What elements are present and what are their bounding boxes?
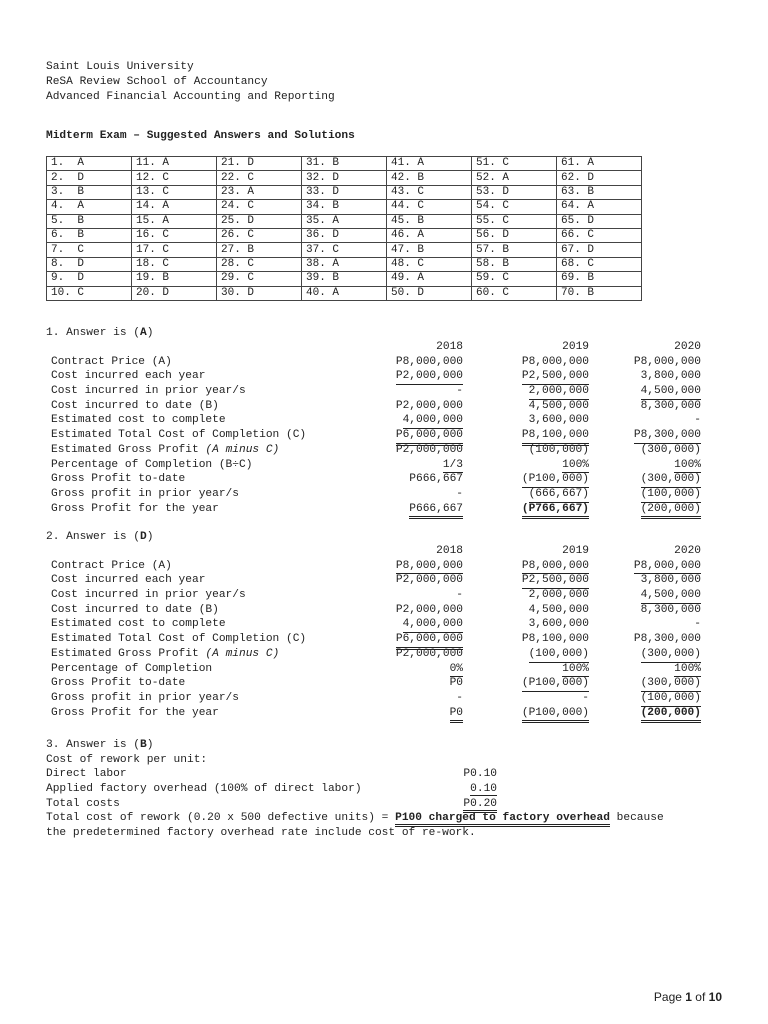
row-value: P2,000,000 xyxy=(395,443,463,456)
row-value: 100% xyxy=(674,458,701,474)
answer-key-cell: 66. C xyxy=(557,228,642,242)
answer-key-cell: 49. A xyxy=(387,272,472,286)
answer-key-cell: 44. C xyxy=(387,200,472,214)
answer-key-cell: 65. D xyxy=(557,214,642,228)
row-value: 8,300,000 xyxy=(640,603,701,616)
answer-key-cell: 27. B xyxy=(217,243,302,257)
row-value: (300,000) xyxy=(641,676,701,692)
row-value: 3,800,000 xyxy=(640,574,701,587)
q1-row xyxy=(51,384,701,399)
row-value: P2,000,000 xyxy=(395,647,463,660)
q2-heading: 2. Answer is (D) xyxy=(46,531,154,543)
q3-answer: B xyxy=(140,739,147,751)
year-label: 2020 xyxy=(674,341,701,353)
answer-key-cell: 9. D xyxy=(47,272,132,286)
row-value: 100% xyxy=(674,662,701,678)
row-value: P6,000,000 xyxy=(396,428,463,446)
row-value: (300,000) xyxy=(641,472,701,488)
answer-key-row xyxy=(47,272,642,286)
q3-direct-labor-row: Direct labor P0.10 xyxy=(46,768,497,781)
year-label: 2018 xyxy=(436,341,463,353)
row-value: (200,000) xyxy=(641,502,701,520)
row-label: Estimated cost to complete xyxy=(51,618,226,631)
q1-row xyxy=(51,428,701,443)
answer-key-cell: 68. C xyxy=(557,257,642,271)
row-value: P666,667 xyxy=(409,502,463,520)
q2-row xyxy=(51,617,701,632)
row-value: P2,000,000 xyxy=(396,369,463,385)
answer-key-cell: 31. B xyxy=(302,157,387,171)
row-value: P8,000,000 xyxy=(521,355,589,368)
q2-row xyxy=(51,559,701,574)
row-label: Contract Price (A) xyxy=(51,355,172,368)
row-value: - xyxy=(456,385,463,398)
answer-key-cell: 62. D xyxy=(557,171,642,185)
answer-key-cell: 47. B xyxy=(387,243,472,257)
answer-key-cell: 5. B xyxy=(47,214,132,228)
row-value: 100% xyxy=(562,458,589,474)
q1-row xyxy=(51,502,701,517)
answer-key-cell: 54. C xyxy=(472,200,557,214)
row-label: Estimated Gross Profit (A minus C) xyxy=(51,647,280,660)
row-value: - xyxy=(582,691,589,704)
row-label: Estimated Total Cost of Completion (C) xyxy=(51,429,307,442)
answer-key-cell: 58. B xyxy=(472,257,557,271)
q2-row xyxy=(51,662,701,677)
row-value: (P766,667) xyxy=(522,502,589,520)
answer-key-row xyxy=(47,228,642,242)
row-value: 4,000,000 xyxy=(403,617,463,633)
answer-key-cell: 10. C xyxy=(47,286,132,300)
row-value: 4,500,000 xyxy=(528,399,589,412)
row-value: P2,000,000 xyxy=(395,399,463,412)
answer-key-cell: 70. B xyxy=(557,286,642,300)
q2-row xyxy=(51,647,701,662)
row-label: Cost incurred in prior year/s xyxy=(51,589,246,602)
row-label: Gross Profit for the year xyxy=(51,502,219,515)
q2-row xyxy=(51,573,701,588)
answer-key-cell: 50. D xyxy=(387,286,472,300)
answer-key-cell: 37. C xyxy=(302,243,387,257)
row-value: P8,100,000 xyxy=(521,633,589,646)
answer-key-row xyxy=(47,171,642,185)
answer-key-cell: 3. B xyxy=(47,185,132,199)
row-value: P8,000,000 xyxy=(395,355,463,368)
answer-key-cell: 18. C xyxy=(132,257,217,271)
row-label: Cost incurred in prior year/s xyxy=(51,385,246,398)
answer-key-cell: 20. D xyxy=(132,286,217,300)
row-value: - xyxy=(694,414,701,427)
row-value: - xyxy=(456,589,463,602)
row-value: (P100,000) xyxy=(522,706,589,724)
q3-overhead-row: Applied factory overhead (100% of direct labor) 0.10 xyxy=(46,783,497,796)
q2-row xyxy=(51,603,701,618)
row-label: Gross Profit for the year xyxy=(51,706,219,719)
row-value: 0% xyxy=(450,662,463,678)
row-value: 4,500,000 xyxy=(528,603,589,616)
answer-key-cell: 67. D xyxy=(557,243,642,257)
answer-key-cell: 19. B xyxy=(132,272,217,286)
answer-key-cell: 24. C xyxy=(217,200,302,214)
year-label: 2020 xyxy=(674,545,701,557)
q2-row xyxy=(51,691,701,706)
answer-key-cell: 15. A xyxy=(132,214,217,228)
university-name: Saint Louis University xyxy=(46,61,194,73)
row-value: P8,000,000 xyxy=(634,559,701,575)
row-label: Cost incurred each year xyxy=(51,574,206,587)
q1-row xyxy=(51,413,701,428)
row-value: 100% xyxy=(562,662,589,678)
row-value: P8,000,000 xyxy=(396,559,463,575)
answer-key-cell: 33. D xyxy=(302,185,387,199)
answer-key-row xyxy=(47,243,642,257)
row-value: 2,000,000 xyxy=(529,384,589,400)
q1-heading: 1. Answer is (A) xyxy=(46,327,154,339)
answer-key-cell: 39. B xyxy=(302,272,387,286)
q3-total-costs-row: Total costs P0.20 xyxy=(46,797,664,812)
q1-row xyxy=(51,355,701,370)
row-label: Contract Price (A) xyxy=(51,559,172,572)
row-label: Percentage of Completion xyxy=(51,662,213,675)
answer-key-cell: 59. C xyxy=(472,272,557,286)
row-label: Estimated Gross Profit (A minus C) xyxy=(51,443,280,456)
row-value: P8,000,000 xyxy=(633,355,701,368)
answer-key-cell: 30. D xyxy=(217,286,302,300)
q1-solution-table xyxy=(51,340,701,516)
row-label: Percentage of Completion (B÷C) xyxy=(51,458,253,471)
answer-key-row xyxy=(47,257,642,271)
row-value: P6,000,000 xyxy=(396,632,463,650)
row-value: (300,000) xyxy=(640,443,701,456)
row-value: P2,500,000 xyxy=(522,369,589,385)
q3-cost-line: Cost of rework per unit: xyxy=(46,753,208,766)
q3-explanation-line: the predetermined factory overhead rate include cost of re-work. xyxy=(46,827,476,840)
q1-row xyxy=(51,369,701,384)
q2-row xyxy=(51,706,701,721)
row-value: 4,500,000 xyxy=(641,588,701,604)
q3-total-rework-line: Total cost of rework (0.20 x 500 defective units) = P100 charged to factory overhead because xyxy=(46,811,664,826)
answer-key-cell: 48. C xyxy=(387,257,472,271)
answer-key-cell: 38. A xyxy=(302,257,387,271)
answer-key-row xyxy=(47,214,642,228)
row-label: Cost incurred each year xyxy=(51,370,206,383)
answer-key-cell: 51. C xyxy=(472,157,557,171)
answer-key-cell: 22. C xyxy=(217,171,302,185)
answer-key-cell: 25. D xyxy=(217,214,302,228)
row-value: P0 xyxy=(450,706,463,724)
answer-key-cell: 60. C xyxy=(472,286,557,300)
row-value: P2,500,000 xyxy=(522,573,589,589)
row-value: (P100,000) xyxy=(522,472,589,488)
answer-key-row xyxy=(47,200,642,214)
q1-row xyxy=(51,399,701,414)
answer-key-cell: 63. B xyxy=(557,185,642,199)
row-value: (100,000) xyxy=(641,487,701,503)
q1-row xyxy=(51,472,701,487)
q2-answer: D xyxy=(140,531,147,543)
row-value: P8,000,000 xyxy=(522,559,589,575)
answer-key-cell: 40. A xyxy=(302,286,387,300)
answer-key-table xyxy=(46,156,642,301)
q2-row xyxy=(51,632,701,647)
answer-key-row xyxy=(47,157,642,171)
q3-solution xyxy=(46,738,664,841)
answer-key-row xyxy=(47,185,642,199)
row-value: P8,300,000 xyxy=(634,428,701,444)
row-label: Gross profit in prior year/s xyxy=(51,487,239,500)
row-label: Estimated cost to complete xyxy=(51,414,226,427)
answer-key-cell: 61. A xyxy=(557,157,642,171)
row-value: (100,000) xyxy=(528,443,589,456)
answer-key-cell: 34. B xyxy=(302,200,387,214)
answer-key-cell: 4. A xyxy=(47,200,132,214)
year-label: 2018 xyxy=(436,545,463,557)
answer-key-cell: 17. C xyxy=(132,243,217,257)
answer-key-cell: 35. A xyxy=(302,214,387,228)
q1-row xyxy=(51,487,701,502)
q1-year-header xyxy=(51,340,701,355)
answer-key-cell: 32. D xyxy=(302,171,387,185)
year-label: 2019 xyxy=(562,545,589,557)
row-value: 3,600,000 xyxy=(528,618,589,631)
row-value: 2,000,000 xyxy=(528,589,589,602)
row-value: P8,300,000 xyxy=(633,633,701,646)
answer-key-cell: 14. A xyxy=(132,200,217,214)
answer-key-cell: 7. C xyxy=(47,243,132,257)
row-value: (100,000) xyxy=(529,647,589,663)
q2-solution-table xyxy=(51,544,701,720)
row-value: - xyxy=(456,691,463,704)
answer-key-row xyxy=(47,286,642,300)
answer-key-cell: 43. C xyxy=(387,185,472,199)
q1-row xyxy=(51,443,701,458)
row-value: (100,000) xyxy=(641,691,701,707)
answer-key-cell: 55. C xyxy=(472,214,557,228)
answer-key-cell: 53. D xyxy=(472,185,557,199)
answer-key-cell: 56. D xyxy=(472,228,557,242)
row-value: 4,500,000 xyxy=(641,384,701,400)
row-value: - xyxy=(456,487,463,500)
answer-key-cell: 26. C xyxy=(217,228,302,242)
row-value: (300,000) xyxy=(641,647,701,663)
q2-year-header xyxy=(51,544,701,559)
row-value: 3,600,000 xyxy=(528,414,589,427)
answer-key-cell: 11. A xyxy=(132,157,217,171)
answer-key-cell: 8. D xyxy=(47,257,132,271)
row-value: 8,300,000 xyxy=(640,399,701,412)
q2-row xyxy=(51,676,701,691)
row-label: Estimated Total Cost of Completion (C) xyxy=(51,633,307,646)
answer-key-cell: 21. D xyxy=(217,157,302,171)
page-title: Midterm Exam – Suggested Answers and Solutions xyxy=(46,130,355,142)
answer-key-cell: 28. C xyxy=(217,257,302,271)
q2-row xyxy=(51,588,701,603)
row-value: 4,000,000 xyxy=(403,413,463,429)
row-label: Gross profit in prior year/s xyxy=(51,691,239,704)
course-name: Advanced Financial Accounting and Reporting xyxy=(46,91,335,103)
row-value: (200,000) xyxy=(641,706,701,724)
q3-heading: 3. Answer is (B) xyxy=(46,739,154,751)
row-label: Gross Profit to-date xyxy=(51,473,186,486)
answer-key-cell: 13. C xyxy=(132,185,217,199)
q1-row xyxy=(51,458,701,473)
document-header xyxy=(46,60,335,105)
answer-key-cell: 57. B xyxy=(472,243,557,257)
answer-key-cell: 46. A xyxy=(387,228,472,242)
row-label: Cost incurred to date (B) xyxy=(51,603,219,616)
row-value: P666,667 xyxy=(409,473,463,486)
page-number: Page 1 of 10 xyxy=(653,990,722,1004)
row-value: (666,667) xyxy=(529,487,589,503)
row-value: P8,100,000 xyxy=(522,428,589,446)
answer-key-cell: 6. B xyxy=(47,228,132,242)
q1-answer: A xyxy=(140,327,147,339)
row-value: (P100,000) xyxy=(522,676,589,692)
answer-key-cell: 23. A xyxy=(217,185,302,199)
answer-key-cell: 69. B xyxy=(557,272,642,286)
answer-key-cell: 1. A xyxy=(47,157,132,171)
row-value: P2,000,000 xyxy=(395,574,463,587)
row-label: Cost incurred to date (B) xyxy=(51,399,219,412)
row-value: P0 xyxy=(449,677,463,690)
answer-key-cell: 29. C xyxy=(217,272,302,286)
answer-key-cell: 64. A xyxy=(557,200,642,214)
year-label: 2019 xyxy=(562,341,589,353)
row-value: - xyxy=(694,618,701,631)
answer-key-cell: 42. B xyxy=(387,171,472,185)
answer-key-cell: 12. C xyxy=(132,171,217,185)
row-value: 1/3 xyxy=(443,458,463,474)
answer-key-cell: 2. D xyxy=(47,171,132,185)
answer-key-cell: 52. A xyxy=(472,171,557,185)
answer-key-cell: 45. B xyxy=(387,214,472,228)
answer-key-cell: 41. A xyxy=(387,157,472,171)
row-value: 3,800,000 xyxy=(640,370,701,383)
answer-key-cell: 16. C xyxy=(132,228,217,242)
row-value: P2,000,000 xyxy=(395,603,463,616)
answer-key-cell: 36. D xyxy=(302,228,387,242)
row-label: Gross Profit to-date xyxy=(51,677,186,690)
review-school-name: ReSA Review School of Accountancy xyxy=(46,76,268,88)
